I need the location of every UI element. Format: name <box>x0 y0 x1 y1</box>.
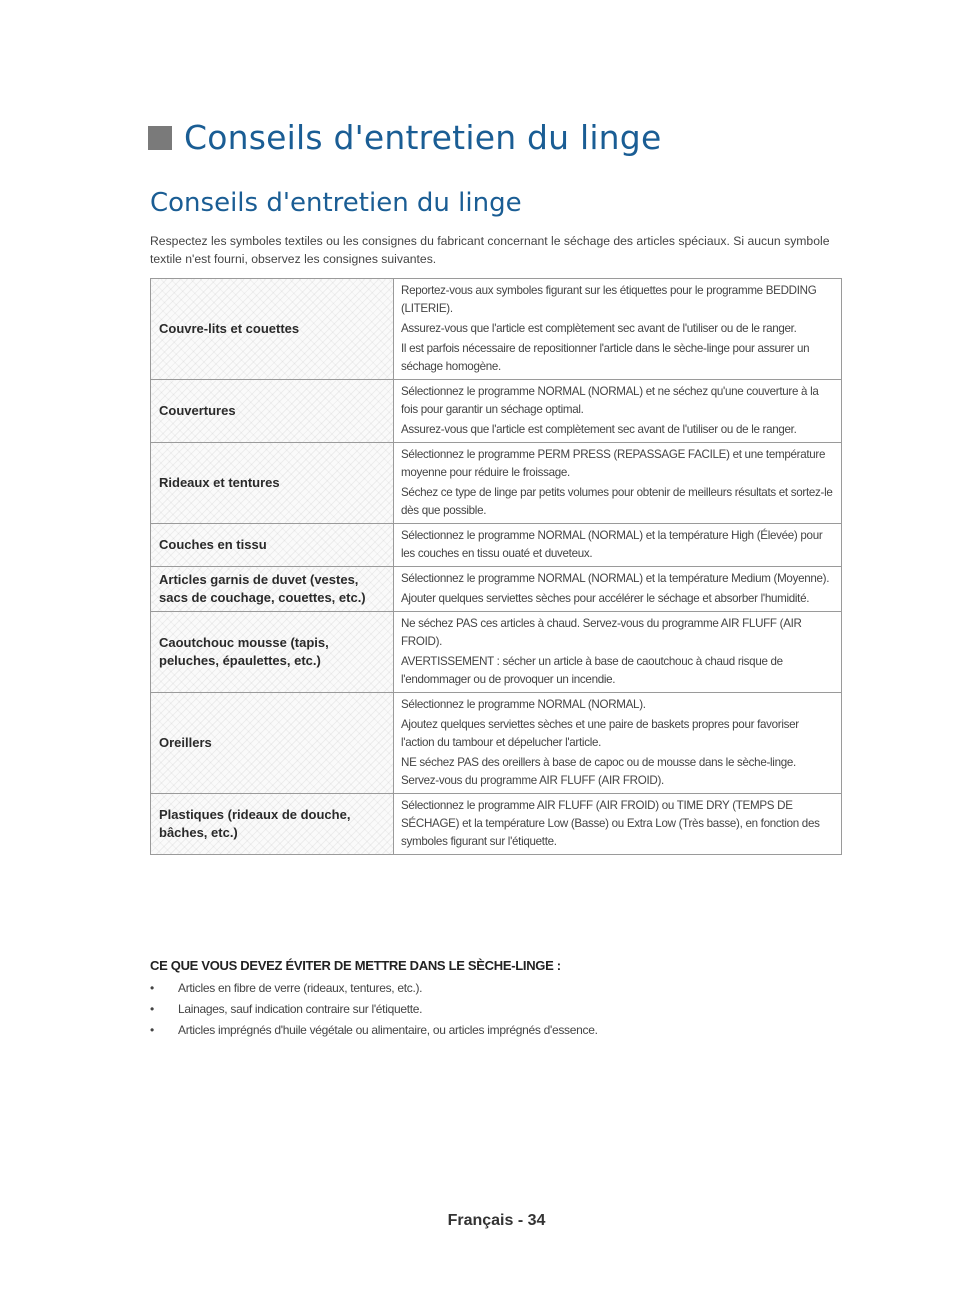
intro-paragraph: Respectez les symboles textiles ou les consignes du fabricant concernant le séchage des articles spéciaux. Si aucun symbole textile n'est fourni, observez les consignes suivantes. <box>150 234 830 266</box>
instruction-line: Sélectionnez le programme NORMAL (NORMAL) et la température Medium (Moyenne). <box>401 572 830 585</box>
table-row <box>151 794 842 855</box>
instruction-line: AVERTISSEMENT : sécher un article à base de caoutchouc à chaud risque de l'endommager ou de provoquer un incendie. <box>401 655 783 686</box>
table-row <box>151 279 842 380</box>
table-row <box>151 380 842 443</box>
bullet-icon: • <box>150 981 154 995</box>
instruction-line: NE séchez PAS des oreillers à base de capoc ou de mousse dans le sèche-linge. Servez-vous du programme AIR FLUFF (AIR FROID). <box>401 756 796 787</box>
item-label: Couches en tissu <box>151 524 394 567</box>
instruction-line: Ajoutez quelques serviettes sèches et une paire de baskets propres pour favoriser l'action du tambour et dépelucher l'article. <box>401 718 799 749</box>
item-instructions <box>394 279 842 380</box>
list-item-text: Articles imprégnés d'huile végétale ou alimentaire, ou articles imprégnés d'essence. <box>178 1023 598 1037</box>
page-footer: Français - 34 <box>447 1212 546 1229</box>
instruction-line: Assurez-vous que l'article est complètement sec avant de l'utiliser ou de le ranger. <box>401 322 797 335</box>
instruction-line: Reportez-vous aux symboles figurant sur les étiquettes pour le programme BEDDING (LITERIE). <box>401 284 817 315</box>
instruction-line: Sélectionnez le programme AIR FLUFF (AIR FROID) ou TIME DRY (TEMPS DE SÉCHAGE) et la température Low (Basse) ou Extra Low (Très basse), en fonction des symboles figurant sur l'étiquette. <box>401 799 820 848</box>
item-label: Couvre-lits et couettes <box>151 279 394 380</box>
main-heading-text: Conseils d'entretien du linge <box>184 118 662 157</box>
item-instructions <box>394 794 842 855</box>
instruction-line: Sélectionnez le programme NORMAL (NORMAL) et la température High (Élevée) pour les couches en tissu ouaté et duveteux. <box>401 529 823 560</box>
item-instructions <box>394 693 842 794</box>
instruction-line: Assurez-vous que l'article est complètement sec avant de l'utiliser ou de le ranger. <box>401 423 797 436</box>
care-table <box>150 278 842 855</box>
item-label: Caoutchouc mousse (tapis, peluches, épaulettes, etc.) <box>151 612 394 693</box>
table-row <box>151 612 842 693</box>
instruction-line: Sélectionnez le programme PERM PRESS (REPASSAGE FACILE) et une température moyenne pour réduire le froissage. <box>401 448 826 479</box>
item-label: Couvertures <box>151 380 394 443</box>
avoid-list <box>150 978 598 1041</box>
list-item <box>150 1020 598 1041</box>
instruction-line: Séchez ce type de linge par petits volumes pour obtenir de meilleurs résultats et sortez-le dès que possible. <box>401 486 833 517</box>
item-instructions <box>394 567 842 612</box>
list-item-text: Articles en fibre de verre (rideaux, tentures, etc.). <box>178 981 423 995</box>
item-label: Rideaux et tentures <box>151 443 394 524</box>
item-instructions <box>394 524 842 567</box>
instruction-line: Ajouter quelques serviettes sèches pour accélérer le séchage et absorber l'humidité. <box>401 592 810 605</box>
list-item <box>150 999 598 1020</box>
avoid-section-title: CE QUE VOUS DEVEZ ÉVITER DE METTRE DANS LE SÈCHE-LINGE : <box>150 958 561 973</box>
table-row <box>151 567 842 612</box>
item-instructions <box>394 612 842 693</box>
section-heading: Conseils d'entretien du linge <box>150 188 522 218</box>
heading-square-icon <box>148 126 172 150</box>
table-row <box>151 524 842 567</box>
bullet-icon: • <box>150 1002 154 1016</box>
table-row <box>151 693 842 794</box>
bullet-icon: • <box>150 1023 154 1037</box>
item-label: Oreillers <box>151 693 394 794</box>
table-row <box>151 443 842 524</box>
item-instructions <box>394 443 842 524</box>
main-heading <box>148 118 661 157</box>
list-item <box>150 978 598 999</box>
instruction-line: Sélectionnez le programme NORMAL (NORMAL). <box>401 698 646 711</box>
item-label: Articles garnis de duvet (vestes, sacs de couchage, couettes, etc.) <box>151 567 394 612</box>
instruction-line: Il est parfois nécessaire de repositionner l'article dans le sèche-linge pour assurer un séchage homogène. <box>401 342 810 373</box>
instruction-line: Sélectionnez le programme NORMAL (NORMAL) et ne séchez qu'une couverture à la fois pour garantir un séchage optimal. <box>401 385 819 416</box>
list-item-text: Lainages, sauf indication contraire sur l'étiquette. <box>178 1002 423 1016</box>
item-instructions <box>394 380 842 443</box>
instruction-line: Ne séchez PAS ces articles à chaud. Servez-vous du programme AIR FLUFF (AIR FROID). <box>401 617 802 648</box>
item-label: Plastiques (rideaux de douche, bâches, etc.) <box>151 794 394 855</box>
